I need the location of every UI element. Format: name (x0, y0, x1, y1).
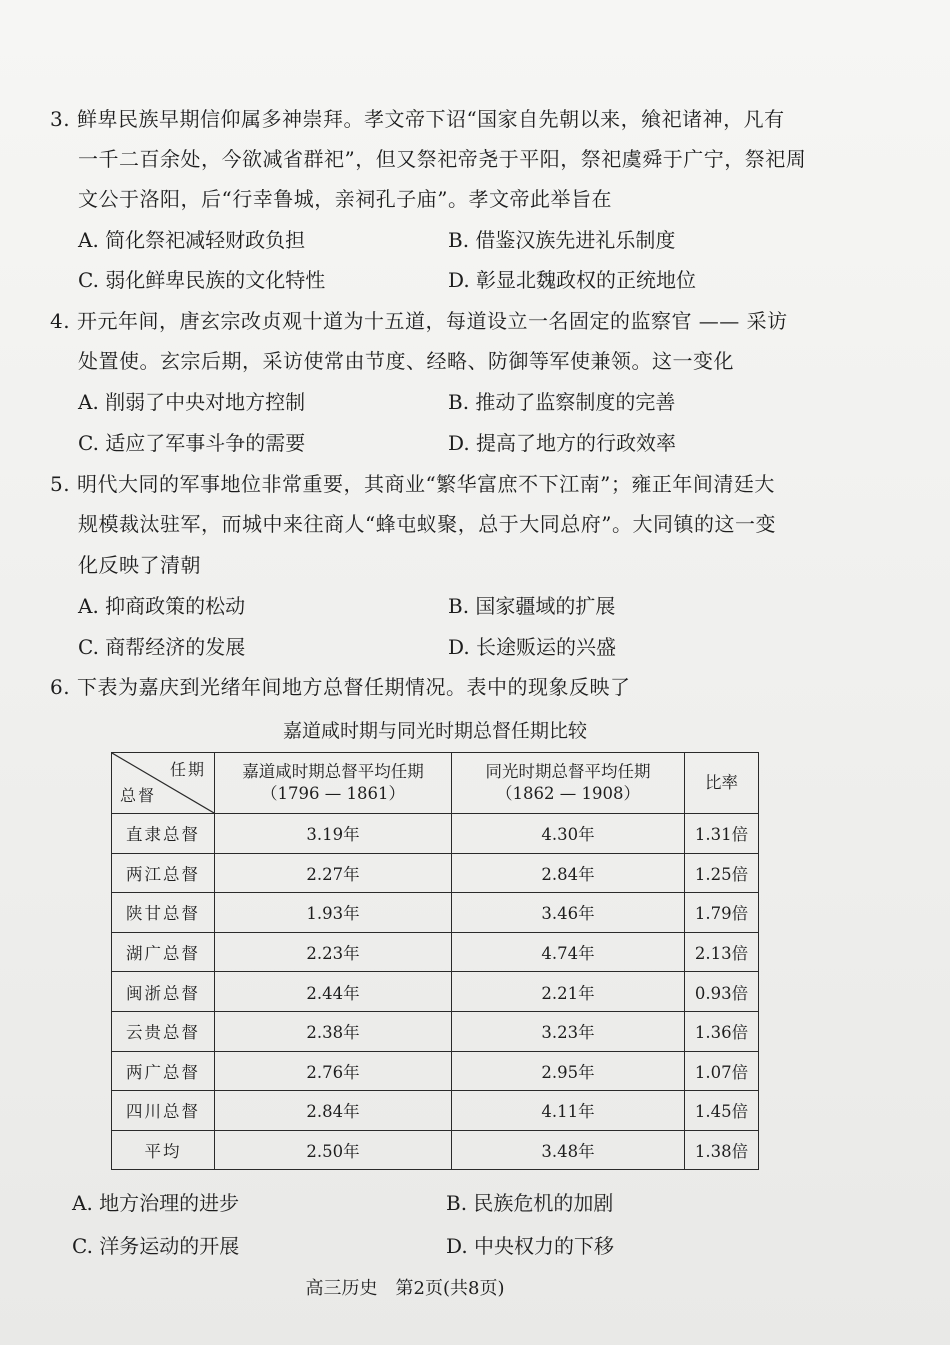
header-col1-line1: 嘉道咸时期总督平均任期 (242, 762, 424, 781)
governor-name: 湖广总督 (112, 932, 215, 972)
q5-option-c: C. 商帮经济的发展 (78, 635, 246, 659)
tenure-late: 4.11年 (452, 1091, 685, 1131)
q3-stem-line-2: 一千二百余处，今欲减省群祀”，但又祭祀帝尧于平阳，祭祀虞舜于广宁，祭祀周 (78, 147, 807, 171)
table-corner-cell (112, 753, 215, 814)
tenure-ratio: 2.13倍 (685, 932, 759, 972)
table-title: 嘉道咸时期与同光时期总督任期比较 (282, 720, 587, 742)
q3-option-b: B. 借鉴汉族先进礼乐制度 (448, 228, 676, 252)
tenure-ratio: 0.93倍 (685, 972, 759, 1012)
tenure-ratio: 1.38倍 (685, 1130, 759, 1170)
tenure-early: 2.44年 (215, 972, 452, 1012)
tenure-late: 2.21年 (452, 972, 685, 1012)
tenure-late: 3.23年 (452, 1011, 685, 1051)
tenure-ratio: 1.79倍 (685, 893, 759, 933)
q5-stem-line-1: 5. 明代大同的军事地位非常重要，其商业“繁华富庶不下江南”；雍正年间清廷大 (50, 472, 775, 496)
q3-option-c: C. 弱化鲜卑民族的文化特性 (78, 268, 326, 292)
tenure-late: 2.95年 (452, 1051, 685, 1091)
tenure-late: 4.30年 (452, 814, 685, 854)
table-header-row (112, 753, 759, 814)
corner-bottom-label: 总督 (120, 786, 157, 805)
q6-stem: 6. 下表为嘉庆到光绪年间地方总督任期情况。表中的现象反映了 (50, 675, 631, 699)
tenure-ratio: 1.31倍 (685, 814, 759, 854)
header-col2-line2: （1862 — 1908） (496, 784, 640, 803)
q5-option-d: D. 长途贩运的兴盛 (448, 635, 617, 659)
q4-option-d: D. 提高了地方的行政效率 (448, 431, 677, 455)
q6-option-d: D. 中央权力的下移 (446, 1234, 615, 1258)
header-col2-line1: 同光时期总督平均任期 (485, 762, 651, 781)
governor-name: 四川总督 (112, 1091, 215, 1131)
q6-option-b: B. 民族危机的加剧 (446, 1191, 614, 1215)
table-row (112, 1091, 759, 1131)
tenure-early: 2.50年 (215, 1130, 452, 1170)
table-row-average (112, 1130, 759, 1170)
q6-option-c: C. 洋务运动的开展 (72, 1234, 240, 1258)
tenure-early: 2.27年 (215, 853, 452, 893)
header-col2 (452, 753, 685, 814)
governor-name: 直隶总督 (112, 814, 215, 854)
tenure-early: 2.84年 (215, 1091, 452, 1131)
q3-option-d: D. 彰显北魏政权的正统地位 (448, 268, 697, 292)
tenure-ratio: 1.25倍 (685, 853, 759, 893)
tenure-table (111, 752, 759, 1170)
q5-option-b: B. 国家疆域的扩展 (448, 594, 616, 618)
q4-option-b: B. 推动了监察制度的完善 (448, 390, 676, 414)
governor-name: 两广总督 (112, 1051, 215, 1091)
q6-option-a: A. 地方治理的进步 (72, 1191, 240, 1215)
table-row (112, 893, 759, 933)
q4-option-c: C. 适应了军事斗争的需要 (78, 431, 306, 455)
tenure-early: 2.38年 (215, 1011, 452, 1051)
q3-option-a: A. 简化祭祀减轻财政负担 (78, 228, 306, 252)
tenure-late: 4.74年 (452, 932, 685, 972)
tenure-late: 3.48年 (452, 1130, 685, 1170)
tenure-early: 2.76年 (215, 1051, 452, 1091)
tenure-early: 1.93年 (215, 893, 452, 933)
q5-stem-line-2: 规模裁汰驻军，而城中来往商人“蜂屯蚁聚，总于大同总府”。大同镇的这一变 (78, 512, 776, 536)
governor-name: 平均 (112, 1130, 215, 1170)
governor-name: 陕甘总督 (112, 893, 215, 933)
q4-stem-line-1: 4. 开元年间，唐玄宗改贞观十道为十五道，每道设立一名固定的监察官 —— 采访 (50, 309, 788, 333)
header-col1 (215, 753, 452, 814)
page-footer: 高三历史 第2页(共8页) (305, 1278, 505, 1299)
table-row (112, 932, 759, 972)
table-row (112, 814, 759, 854)
tenure-ratio: 1.45倍 (685, 1091, 759, 1131)
tenure-late: 3.46年 (452, 893, 685, 933)
governor-name: 两江总督 (112, 853, 215, 893)
q5-option-a: A. 抑商政策的松动 (78, 594, 246, 618)
table-row (112, 853, 759, 893)
header-col3: 比率 (685, 753, 759, 814)
q4-option-a: A. 削弱了中央对地方控制 (78, 390, 306, 414)
governor-name: 闽浙总督 (112, 972, 215, 1012)
tenure-ratio: 1.07倍 (685, 1051, 759, 1091)
q3-stem-line-1: 3. 鲜卑民族早期信仰属多神崇拜。孝文帝下诏“国家自先朝以来，飨祀诸神，凡有 (50, 107, 785, 131)
tenure-early: 3.19年 (215, 814, 452, 854)
table-row (112, 972, 759, 1012)
tenure-early: 2.23年 (215, 932, 452, 972)
governor-name: 云贵总督 (112, 1011, 215, 1051)
table-row (112, 1051, 759, 1091)
q5-stem-line-3: 化反映了清朝 (78, 553, 201, 577)
table-row (112, 1011, 759, 1051)
tenure-late: 2.84年 (452, 853, 685, 893)
corner-top-label: 任期 (169, 760, 206, 779)
tenure-ratio: 1.36倍 (685, 1011, 759, 1051)
header-col1-line2: （1796 — 1861） (261, 784, 405, 803)
q3-stem-line-3: 文公于洛阳，后“行幸鲁城，亲祠孔子庙”。孝文帝此举旨在 (78, 187, 612, 211)
q4-stem-line-2: 处置使。玄宗后期，采访使常由节度、经略、防御等军使兼领。这一变化 (78, 349, 734, 373)
